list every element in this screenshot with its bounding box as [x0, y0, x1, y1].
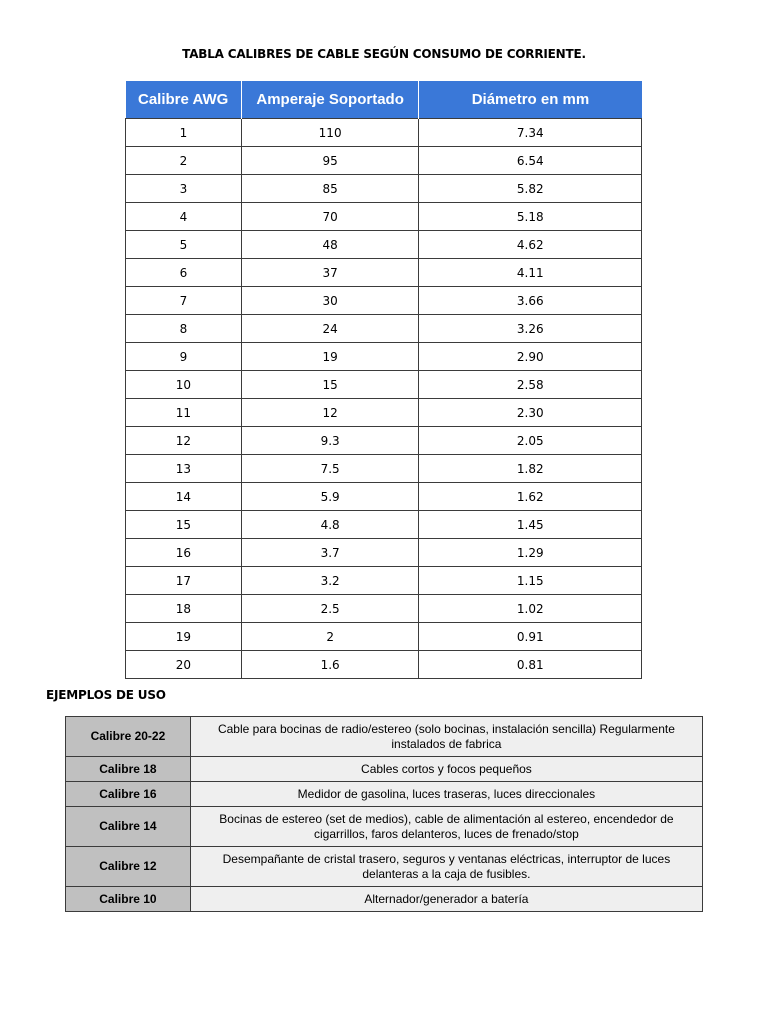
usage-gauge: Calibre 18: [66, 757, 191, 782]
cell-calibre: 10: [126, 371, 242, 399]
usage-gauge: Calibre 12: [66, 847, 191, 887]
table-row: [126, 259, 642, 287]
usage-gauge: Calibre 20-22: [66, 717, 191, 757]
cell-diametro: 0.91: [419, 623, 642, 651]
cell-diametro: 3.66: [419, 287, 642, 315]
table-row: [126, 623, 642, 651]
usage-description: Cables cortos y focos pequeños: [190, 757, 702, 782]
cell-diametro: 4.62: [419, 231, 642, 259]
cell-calibre: 9: [126, 343, 242, 371]
usage-gauge: Calibre 10: [66, 887, 191, 912]
awg-table-body: [126, 119, 642, 679]
table-row: [126, 455, 642, 483]
cell-calibre: 11: [126, 399, 242, 427]
usage-description: Medidor de gasolina, luces traseras, luces direccionales: [190, 782, 702, 807]
table-row: [126, 119, 642, 147]
cell-calibre: 19: [126, 623, 242, 651]
cell-amperaje: 9.3: [241, 427, 419, 455]
cell-diametro: 4.11: [419, 259, 642, 287]
usage-description: Alternador/generador a batería: [190, 887, 702, 912]
cell-calibre: 5: [126, 231, 242, 259]
table-row: [126, 427, 642, 455]
table-row: [126, 203, 642, 231]
table-row: [126, 147, 642, 175]
table-row: [126, 651, 642, 679]
header-diametro-mm: Diámetro en mm: [419, 81, 642, 119]
usage-row: [66, 847, 703, 887]
table-row: [126, 371, 642, 399]
usage-row: [66, 757, 703, 782]
cell-diametro: 2.90: [419, 343, 642, 371]
usage-row: [66, 717, 703, 757]
header-calibre-awg: Calibre AWG: [126, 81, 242, 119]
cell-amperaje: 70: [241, 203, 419, 231]
table-row: [126, 511, 642, 539]
usage-description: Desempañante de cristal trasero, seguros y ventanas eléctricas, interruptor de luces delanteras a la caja de fusibles.: [190, 847, 702, 887]
table-row: [126, 231, 642, 259]
cell-diametro: 0.81: [419, 651, 642, 679]
cell-amperaje: 95: [241, 147, 419, 175]
cell-diametro: 1.29: [419, 539, 642, 567]
awg-gauge-table: [125, 81, 642, 679]
cell-calibre: 18: [126, 595, 242, 623]
cell-diametro: 1.02: [419, 595, 642, 623]
cell-calibre: 15: [126, 511, 242, 539]
awg-table-header-row: [126, 81, 642, 119]
cell-amperaje: 3.2: [241, 567, 419, 595]
usage-table-body: [66, 717, 703, 912]
cell-calibre: 14: [126, 483, 242, 511]
cell-diametro: 7.34: [419, 119, 642, 147]
cell-amperaje: 3.7: [241, 539, 419, 567]
table-row: [126, 343, 642, 371]
cell-calibre: 1: [126, 119, 242, 147]
cell-amperaje: 85: [241, 175, 419, 203]
cell-calibre: 13: [126, 455, 242, 483]
cell-diametro: 2.58: [419, 371, 642, 399]
cell-calibre: 17: [126, 567, 242, 595]
cell-diametro: 1.62: [419, 483, 642, 511]
table-row: [126, 539, 642, 567]
table-row: [126, 595, 642, 623]
table-row: [126, 287, 642, 315]
usage-gauge: Calibre 14: [66, 807, 191, 847]
cell-diametro: 3.26: [419, 315, 642, 343]
cell-amperaje: 5.9: [241, 483, 419, 511]
cell-calibre: 16: [126, 539, 242, 567]
cell-calibre: 20: [126, 651, 242, 679]
table-row: [126, 483, 642, 511]
cell-diametro: 1.82: [419, 455, 642, 483]
cell-calibre: 8: [126, 315, 242, 343]
cell-amperaje: 30: [241, 287, 419, 315]
cell-diametro: 1.15: [419, 567, 642, 595]
table-row: [126, 399, 642, 427]
cell-amperaje: 110: [241, 119, 419, 147]
cell-amperaje: 2.5: [241, 595, 419, 623]
cell-amperaje: 1.6: [241, 651, 419, 679]
cell-diametro: 1.45: [419, 511, 642, 539]
usage-examples-table: [65, 716, 703, 912]
cell-calibre: 4: [126, 203, 242, 231]
cell-diametro: 2.30: [419, 399, 642, 427]
cell-calibre: 3: [126, 175, 242, 203]
cell-amperaje: 24: [241, 315, 419, 343]
cell-amperaje: 48: [241, 231, 419, 259]
cell-amperaje: 12: [241, 399, 419, 427]
cell-calibre: 6: [126, 259, 242, 287]
usage-row: [66, 782, 703, 807]
cell-diametro: 5.82: [419, 175, 642, 203]
cell-diametro: 5.18: [419, 203, 642, 231]
table-row: [126, 567, 642, 595]
cell-amperaje: 4.8: [241, 511, 419, 539]
cell-amperaje: 7.5: [241, 455, 419, 483]
usage-row: [66, 807, 703, 847]
cell-amperaje: 2: [241, 623, 419, 651]
table-row: [126, 315, 642, 343]
table-row: [126, 175, 642, 203]
cell-calibre: 12: [126, 427, 242, 455]
usage-row: [66, 887, 703, 912]
header-amperaje-soportado: Amperaje Soportado: [241, 81, 419, 119]
cell-calibre: 7: [126, 287, 242, 315]
usage-description: Bocinas de estereo (set de medios), cable de alimentación al estereo, encendedor de cigarrillos, faros delanteros, luces de frenado/stop: [190, 807, 702, 847]
cell-amperaje: 19: [241, 343, 419, 371]
cell-diametro: 6.54: [419, 147, 642, 175]
cell-amperaje: 15: [241, 371, 419, 399]
document-title: TABLA CALIBRES DE CABLE SEGÚN CONSUMO DE CORRIENTE.: [182, 47, 586, 61]
cell-diametro: 2.05: [419, 427, 642, 455]
usage-gauge: Calibre 16: [66, 782, 191, 807]
cell-amperaje: 37: [241, 259, 419, 287]
usage-description: Cable para bocinas de radio/estereo (solo bocinas, instalación sencilla) Regularmente instalados de fabrica: [190, 717, 702, 757]
examples-section-label: EJEMPLOS DE USO: [46, 688, 166, 702]
cell-calibre: 2: [126, 147, 242, 175]
